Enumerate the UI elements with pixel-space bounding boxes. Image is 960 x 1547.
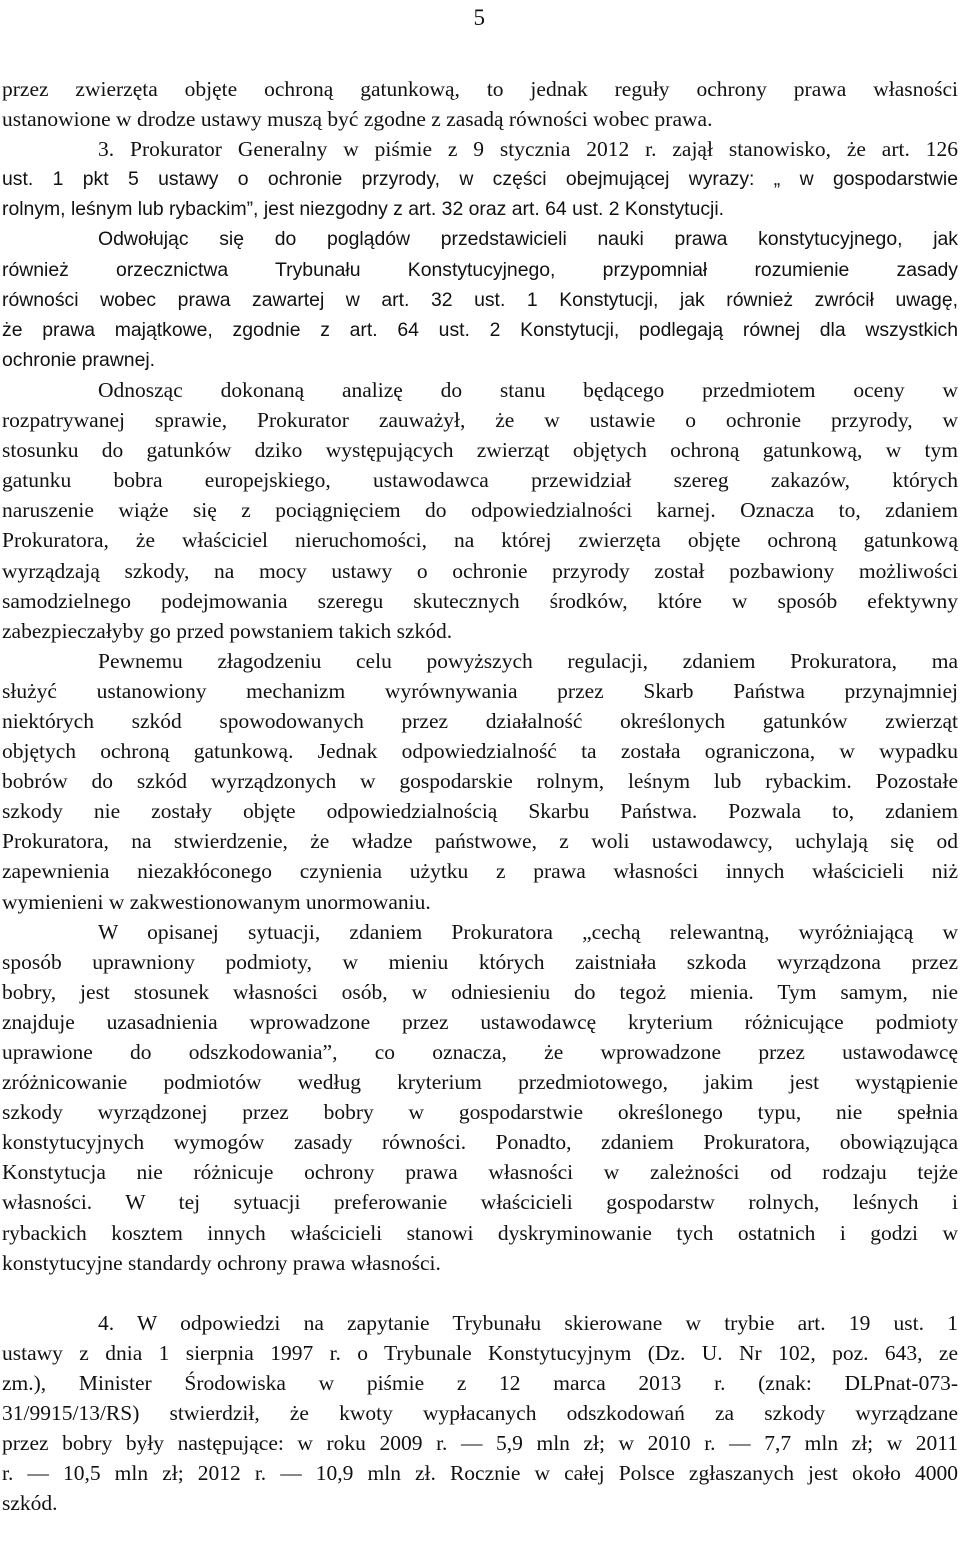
text-line: ustanowione w drodze ustawy muszą być zgodne z zasadą równości wobec prawa. xyxy=(2,107,713,132)
paragraph xyxy=(2,134,958,224)
text-line: W opisanej sytuacji, zdaniem Prokuratora „cechą relewantną, wyróżniającą w xyxy=(98,919,958,944)
text-line: bobrów do szkód wyrządzonych w gospodarskie rolnym, leśnym lub rybackim. Pozostałe xyxy=(2,769,958,794)
text-line: konstytucyjnych wymogów zasady równości. Ponadto, zdaniem Prokuratora, obowiązująca xyxy=(2,1130,958,1155)
text-line: szkód. xyxy=(2,1491,58,1516)
paragraph xyxy=(2,74,958,134)
text-line: ust. 1 pkt 5 ustawy o ochronie przyrody, w części obejmującej wyrazy: „ w gospodarstwie xyxy=(2,168,958,191)
text-line: przez zwierzęta objęte ochroną gatunkową, to jednak reguły ochrony prawa własności xyxy=(2,77,958,101)
text-line: własności. W tej sytuacji preferowanie właścicieli gospodarstw rolnych, leśnych i xyxy=(2,1190,958,1215)
text-line: gatunku bobra europejskiego, ustawodawca przewidział szereg zakazów, których xyxy=(2,468,958,493)
text-line: Prokuratora, na stwierdzenie, że władze państwowe, z woli ustawodawcy, uchylają się od xyxy=(2,829,958,854)
text-line: 31/9915/13/RS) stwierdził, że kwoty wypłacanych odszkodowań za szkody wyrządzane xyxy=(2,1401,958,1426)
text-line: 4. W odpowiedzi na zapytanie Trybunału skierowane w trybie art. 19 ust. 1 xyxy=(98,1310,958,1335)
text-line: rolnym, leśnym lub rybackim”, jest niezgodny z art. 32 oraz art. 64 ust. 2 Konstytucji. xyxy=(2,198,725,221)
text-line: Odnosząc dokonaną analizę do stanu będącego przedmiotem oceny w xyxy=(98,377,958,402)
text-line: znajduje uzasadnienia wprowadzone przez ustawodawcę kryterium różnicujące podmioty xyxy=(2,1009,958,1034)
text-line: szkody nie zostały objęte odpowiedzialnością Skarbu Państwa. Pozwala to, zdaniem xyxy=(2,799,958,824)
page-number: 5 xyxy=(473,5,485,30)
paragraph xyxy=(2,917,958,1278)
text-line: wymienieni w zakwestionowanym unormowaniu. xyxy=(2,889,431,914)
text-line: rozpatrywanej sprawie, Prokurator zauważył, że w ustawie o ochronie przyrody, w xyxy=(2,408,958,433)
text-line: zabezpieczałyby go przed powstaniem takich szkód. xyxy=(2,618,453,643)
text-line: stosunku do gatunków dziko występujących zwierząt objętych ochroną gatunkową, w tym xyxy=(2,438,958,463)
text-line: 3. Prokurator Generalny w piśmie z 9 stycznia 2012 r. zajął stanowisko, że art. 126 xyxy=(98,137,958,162)
text-line: że prawa majątkowe, zgodnie z art. 64 ust. 2 Konstytucji, podlegają równej dla wszystkich xyxy=(2,318,958,341)
text-line: konstytucyjne standardy ochrony prawa własności. xyxy=(2,1250,441,1275)
paragraph-spacer xyxy=(2,1278,958,1308)
text-line: szkody wyrządzonej przez bobry w gospodarstwie określonego typu, nie spełnia xyxy=(2,1100,958,1125)
text-line: bobry, jest stosunek własności osób, w odniesieniu do tegoż mienia. Tym samym, nie xyxy=(2,979,958,1004)
text-line: Pewnemu złagodzeniu celu powyższych regulacji, zdaniem Prokuratora, ma xyxy=(98,648,958,673)
text-line: naruszenie wiąże się z pociągnięciem do odpowiedzialności karnej. Oznacza to, zdaniem xyxy=(2,498,958,523)
text-line: Prokuratora, że właściciel nieruchomości, na której zwierzęta objęte ochroną gatunkową xyxy=(2,528,958,553)
text-line: przez bobry były następujące: w roku 2009 r. — 5,9 mln zł; w 2010 r. — 7,7 mln zł; w 2011 xyxy=(2,1431,958,1456)
text-line: r. — 10,5 mln zł; 2012 r. — 10,9 mln zł. Rocznie w całej Polsce zgłaszanych jest około 4000 xyxy=(2,1461,958,1486)
text-line: zm.), Minister Środowiska w piśmie z 12 marca 2013 r. (znak: DLPnat-073- xyxy=(2,1370,958,1395)
text-line: równości wobec prawa zawartej w art. 32 ust. 1 Konstytucji, jak również zwrócił uwagę, xyxy=(2,288,958,311)
paragraph xyxy=(2,375,958,646)
paragraph xyxy=(2,1308,958,1519)
text-line: niektórych szkód spowodowanych przez działalność określonych gatunków zwierząt xyxy=(2,708,958,733)
text-line: ustawy z dnia 1 sierpnia 1997 r. o Trybunale Konstytucyjnym (Dz. U. Nr 102, poz. 643, ze xyxy=(2,1340,958,1365)
paragraph xyxy=(2,224,958,374)
text-line: zapewnienia niezakłóconego czynienia użytku z prawa własności innych właścicieli niż xyxy=(2,859,958,884)
text-line: wyrządzają szkody, na mocy ustawy o ochronie przyrody został pozbawiony możliwości xyxy=(2,558,958,583)
paragraph xyxy=(2,646,958,917)
text-line: samodzielnego podejmowania szeregu skutecznych środków, które w sposób efektywny xyxy=(2,588,958,613)
text-line: zróżnicowanie podmiotów według kryterium przedmiotowego, jakim jest wystąpienie xyxy=(2,1070,958,1095)
text-line: również orzecznictwa Trybunału Konstytucyjnego, przypomniał rozumienie zasady xyxy=(2,258,958,281)
text-line: służyć ustanowiony mechanizm wyrównywania przez Skarb Państwa przynajmniej xyxy=(2,678,958,703)
text-line: objętych ochroną gatunkową. Jednak odpowiedzialność ta została ograniczona, w wypadku xyxy=(2,739,958,764)
text-line: ochronie prawnej. xyxy=(2,348,156,371)
text-line: sposób uprawniony podmioty, w mieniu których zaistniała szkoda wyrządzona przez xyxy=(2,949,958,974)
text-line: Konstytucja nie różnicuje ochrony prawa własności w zależności od rodzaju tejże xyxy=(2,1160,958,1185)
text-line: uprawione do odszkodowania”, co oznacza, że wprowadzone przez ustawodawcę xyxy=(2,1040,958,1064)
text-line: rybackich kosztem innych właścicieli stanowi dyskryminowanie tych ostatnich i godzi w xyxy=(2,1220,958,1245)
text-line: Odwołując się do poglądów przedstawicieli nauki prawa konstytucyjnego, jak xyxy=(98,228,958,251)
body-text xyxy=(2,74,958,1518)
